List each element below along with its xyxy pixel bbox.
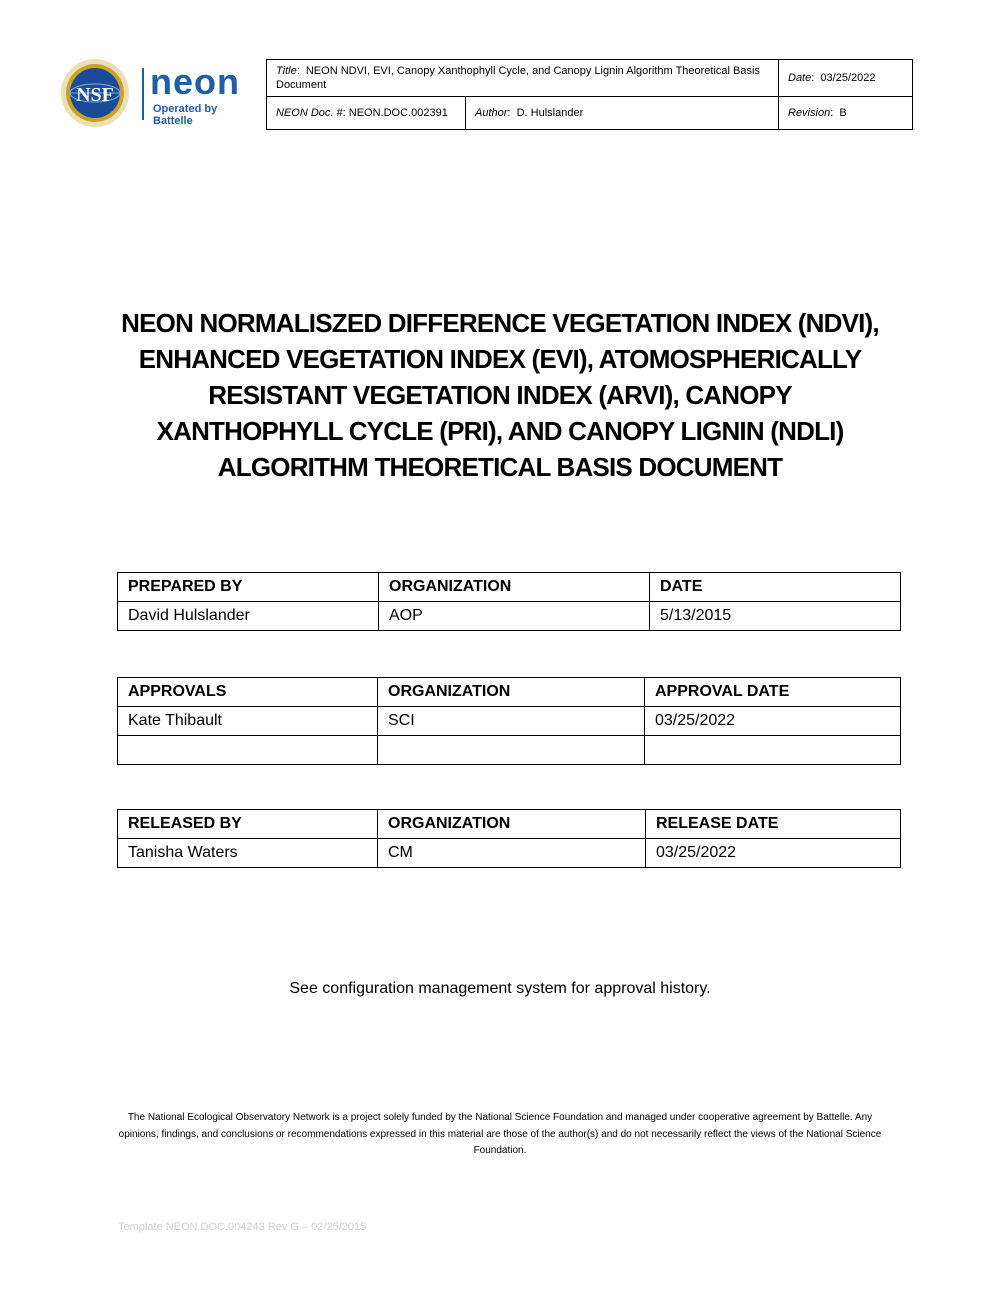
column-header: RELEASE DATE xyxy=(646,810,901,839)
table-cell: SCI xyxy=(378,707,645,736)
revision-value: B xyxy=(839,107,847,119)
funding-disclaimer: The National Ecological Observatory Network is a project solely funded by the National Science Foundation and managed under cooperative agreement by Battelle. Any opinions, findings, and conclusions or recommendations expressed in this material are those of the author(s) and do not necessarily reflect the views of the National Science Foundation. xyxy=(118,1112,882,1156)
table-cell: Kate Thibault xyxy=(118,707,378,736)
table-cell: David Hulslander xyxy=(118,602,379,631)
configuration-note: See configuration management system for approval history. xyxy=(289,980,711,997)
table-cell: 5/13/2015 xyxy=(650,602,901,631)
date-value: 03/25/2022 xyxy=(820,72,876,84)
table-cell: AOP xyxy=(379,602,650,631)
column-header: RELEASED BY xyxy=(118,810,378,839)
table-cell xyxy=(118,736,378,765)
prepared-by-table xyxy=(117,572,901,631)
document-header-table xyxy=(266,59,913,130)
table-cell: Tanisha Waters xyxy=(118,839,378,868)
table-header-row xyxy=(118,678,901,707)
column-header: PREPARED BY xyxy=(118,573,379,602)
table-header-row xyxy=(118,810,901,839)
column-header: DATE xyxy=(650,573,901,602)
column-header: APPROVAL DATE xyxy=(645,678,901,707)
table-row xyxy=(118,602,901,631)
table-row xyxy=(118,839,901,868)
date-label: Date xyxy=(788,72,812,84)
header-logos xyxy=(58,58,258,130)
title-line: RESISTANT VEGETATION INDEX (ARVI), CANOPY xyxy=(208,380,792,410)
doc-number-label: NEON Doc. # xyxy=(276,107,343,119)
column-header: ORGANIZATION xyxy=(379,573,650,602)
table-row xyxy=(118,736,901,765)
column-header: ORGANIZATION xyxy=(378,810,646,839)
author-label: Author xyxy=(475,107,508,119)
table-header-row xyxy=(118,573,901,602)
approvals-table xyxy=(117,677,901,765)
column-header: ORGANIZATION xyxy=(378,678,645,707)
author-value: D. Hulslander xyxy=(516,107,584,119)
title-line: XANTHOPHYLL CYCLE (PRI), AND CANOPY LIGNIN (NDLI) xyxy=(156,416,844,446)
table-row xyxy=(118,707,901,736)
title-line: NEON NORMALISZED DIFFERENCE VEGETATION INDEX (NDVI), xyxy=(121,308,879,338)
table-cell xyxy=(378,736,645,765)
template-footer: Template NEON.DOC.004243 Rev G – 02/25/2015 xyxy=(118,1221,367,1233)
table-cell: 03/25/2022 xyxy=(645,707,901,736)
revision-label: Revision xyxy=(788,107,831,119)
header-revision-cell: Revision: B xyxy=(779,97,913,130)
title-line: ENHANCED VEGETATION INDEX (EVI), ATOMOSPHERICALLY xyxy=(138,344,862,374)
doc-number-value: NEON.DOC.002391 xyxy=(348,107,448,119)
table-cell: 03/25/2022 xyxy=(646,839,901,868)
title-label: Title xyxy=(276,65,297,77)
table-cell: CM xyxy=(378,839,646,868)
nsf-seal-logo xyxy=(58,58,132,128)
header-author-cell: Author: D. Hulslander xyxy=(466,97,779,130)
header-doc-number-cell: NEON Doc. #: NEON.DOC.002391 xyxy=(267,97,466,130)
header-title-cell: Title: NEON NDVI, EVI, Canopy Xanthophyll Cycle, and Canopy Lignin Algorithm Theoretical Basis Document xyxy=(267,60,779,97)
neon-wordmark: neon xyxy=(150,61,240,102)
svg-text:NSF: NSF xyxy=(76,84,114,106)
title-line: ALGORITHM THEORETICAL BASIS DOCUMENT xyxy=(217,452,783,482)
neon-subtitle: Operated by Battelle xyxy=(153,103,218,127)
table-cell xyxy=(645,736,901,765)
column-header: APPROVALS xyxy=(118,678,378,707)
header-date-cell: Date: 03/25/2022 xyxy=(779,60,913,97)
logo-divider xyxy=(142,68,144,120)
title-value: NEON NDVI, EVI, Canopy Xanthophyll Cycle, and Canopy Lignin Algorithm Theoretical Basis Document xyxy=(276,65,760,91)
released-by-table xyxy=(117,809,901,868)
document-title xyxy=(100,305,900,485)
